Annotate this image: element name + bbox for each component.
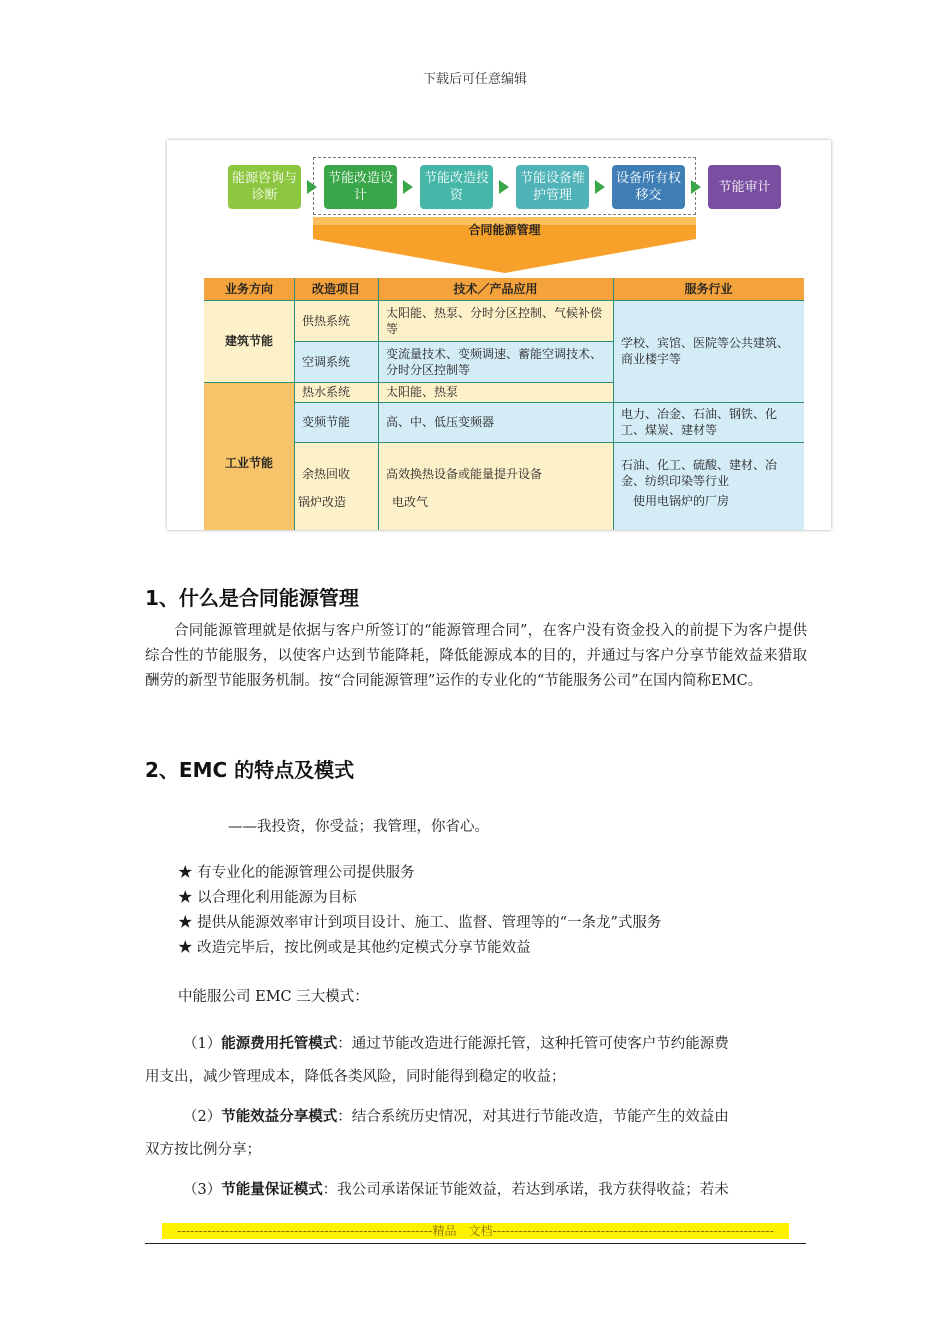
list-item: ★ 以合理化利用能源为目标 — [178, 890, 357, 906]
arrow-right-icon — [403, 180, 413, 194]
step-ownership-transfer: 设备所有权移交 — [612, 165, 685, 209]
table-cell: 太阳能、热泵、分时分区控制、气候补偿等 — [378, 300, 613, 341]
mode-title: 节能量保证模式 — [221, 1182, 323, 1198]
section-1-title: 1、什么是合同能源管理 — [145, 586, 359, 610]
category-industrial: 工业节能 — [204, 382, 294, 530]
arrow-right-icon — [499, 180, 509, 194]
table-cell: 高、中、低压变频器 — [378, 402, 613, 442]
table-cell: 余热回收 — [302, 467, 351, 481]
modes-intro: 中能服公司 EMC 三大模式： — [178, 989, 369, 1005]
table-header: 技术／产品应用 — [378, 278, 613, 300]
table-cell: 使用电锅炉的厂房 — [633, 494, 730, 508]
mode-1 — [145, 1032, 807, 1086]
mode-number: （1） — [183, 1036, 222, 1052]
category-building: 建筑节能 — [204, 300, 294, 382]
footer-band: -----------------------------------------------------------精品 文档----------------------------------------------------------------- — [162, 1223, 789, 1239]
mode-text: 双方按比例分享； — [145, 1142, 261, 1158]
step-equipment-maintenance: 节能设备维护管理 — [516, 165, 589, 209]
step-energy-audit: 节能审计 — [708, 165, 781, 209]
mode-number: （3） — [183, 1182, 222, 1198]
emc-business-table — [204, 278, 804, 530]
emc-diagram-figure — [167, 140, 831, 530]
header-note: 下载后可任意编辑 — [422, 72, 527, 87]
list-item: ★ 有专业化的能源管理公司提供服务 — [178, 865, 415, 881]
list-item: ★ 改造完毕后，按比例或是其他约定模式分享节能效益 — [178, 940, 531, 956]
table-cell: 变流量技术、变频调速、蓄能空调技术、分时分区控制等 — [378, 341, 613, 382]
arrow-right-icon — [595, 180, 605, 194]
footer-rule — [145, 1243, 806, 1244]
funnel-label: 合同能源管理 — [468, 223, 541, 237]
mode-text: ：通过节能改造进行能源托管，这种托管可使客户节约能源费 — [337, 1036, 729, 1052]
mode-2 — [145, 1105, 807, 1159]
table-header: 服务行业 — [613, 278, 804, 300]
section-1-body — [145, 619, 807, 694]
table-cell: 太阳能、热泵 — [378, 382, 613, 402]
mode-number: （2） — [183, 1109, 222, 1125]
mode-text: ：结合系统历史情况，对其进行节能改造，节能产生的效益由 — [337, 1109, 729, 1125]
section-2-title: 2、EMC 的特点及模式 — [145, 758, 355, 782]
section-1-paragraph: 合同能源管理就是依据与客户所签订的“能源管理合同”，在客户没有资金投入的前提下为客户提供综合性的节能服务，以使客户达到节能降耗，降低能源成本的目的，并通过与客户分享节能效益来猎取酬劳的新型节能服务机制。按“合同能源管理”运作的专业化的“节能服务公司”在国内简称EMC。 — [145, 623, 807, 689]
table-cell: 电力、冶金、石油、钢铁、化工、煤炭、建材等 — [613, 402, 804, 442]
step-retrofit-investment: 节能改造投资 — [420, 165, 493, 209]
arrow-right-icon — [691, 180, 701, 194]
table-cell: 电改气 — [392, 495, 429, 509]
table-cell: 变频节能 — [294, 402, 378, 442]
step-retrofit-design: 节能改造设计 — [324, 165, 397, 209]
table-header: 改造项目 — [294, 278, 378, 300]
table-cell: 空调系统 — [294, 341, 378, 382]
table-cell: 高效换热设备或能量提升设备 — [386, 467, 543, 481]
arrow-right-icon — [307, 180, 317, 194]
table-cell: 学校、宾馆、医院等公共建筑、商业楼宇等 — [613, 300, 804, 402]
table-cell: 锅炉改造 — [298, 495, 347, 509]
table-cell: 石油、化工、硫酸、建材、冶金、纺织印染等行业 — [621, 458, 778, 488]
mode-text: 用支出，减少管理成本，降低各类风险，同时能得到稳定的收益； — [145, 1069, 566, 1085]
mode-3 — [145, 1178, 807, 1199]
mode-title: 节能效益分享模式 — [221, 1109, 338, 1125]
list-item: ★ 提供从能源效率审计到项目设计、施工、监督、管理等的“一条龙”式服务 — [178, 915, 662, 931]
feature-list — [178, 861, 661, 961]
mode-title: 能源费用托管模式 — [221, 1036, 338, 1052]
step-energy-consulting: 能源咨询与诊断 — [228, 165, 301, 209]
table-cell: 热水系统 — [294, 382, 378, 402]
table-cell: 供热系统 — [294, 300, 378, 341]
slogan: ——我投资，你受益；我管理，你省心。 — [228, 819, 489, 835]
table-header: 业务方向 — [204, 278, 294, 300]
mode-text: ：我公司承诺保证节能效益，若达到承诺，我方获得收益；若未 — [322, 1182, 729, 1198]
